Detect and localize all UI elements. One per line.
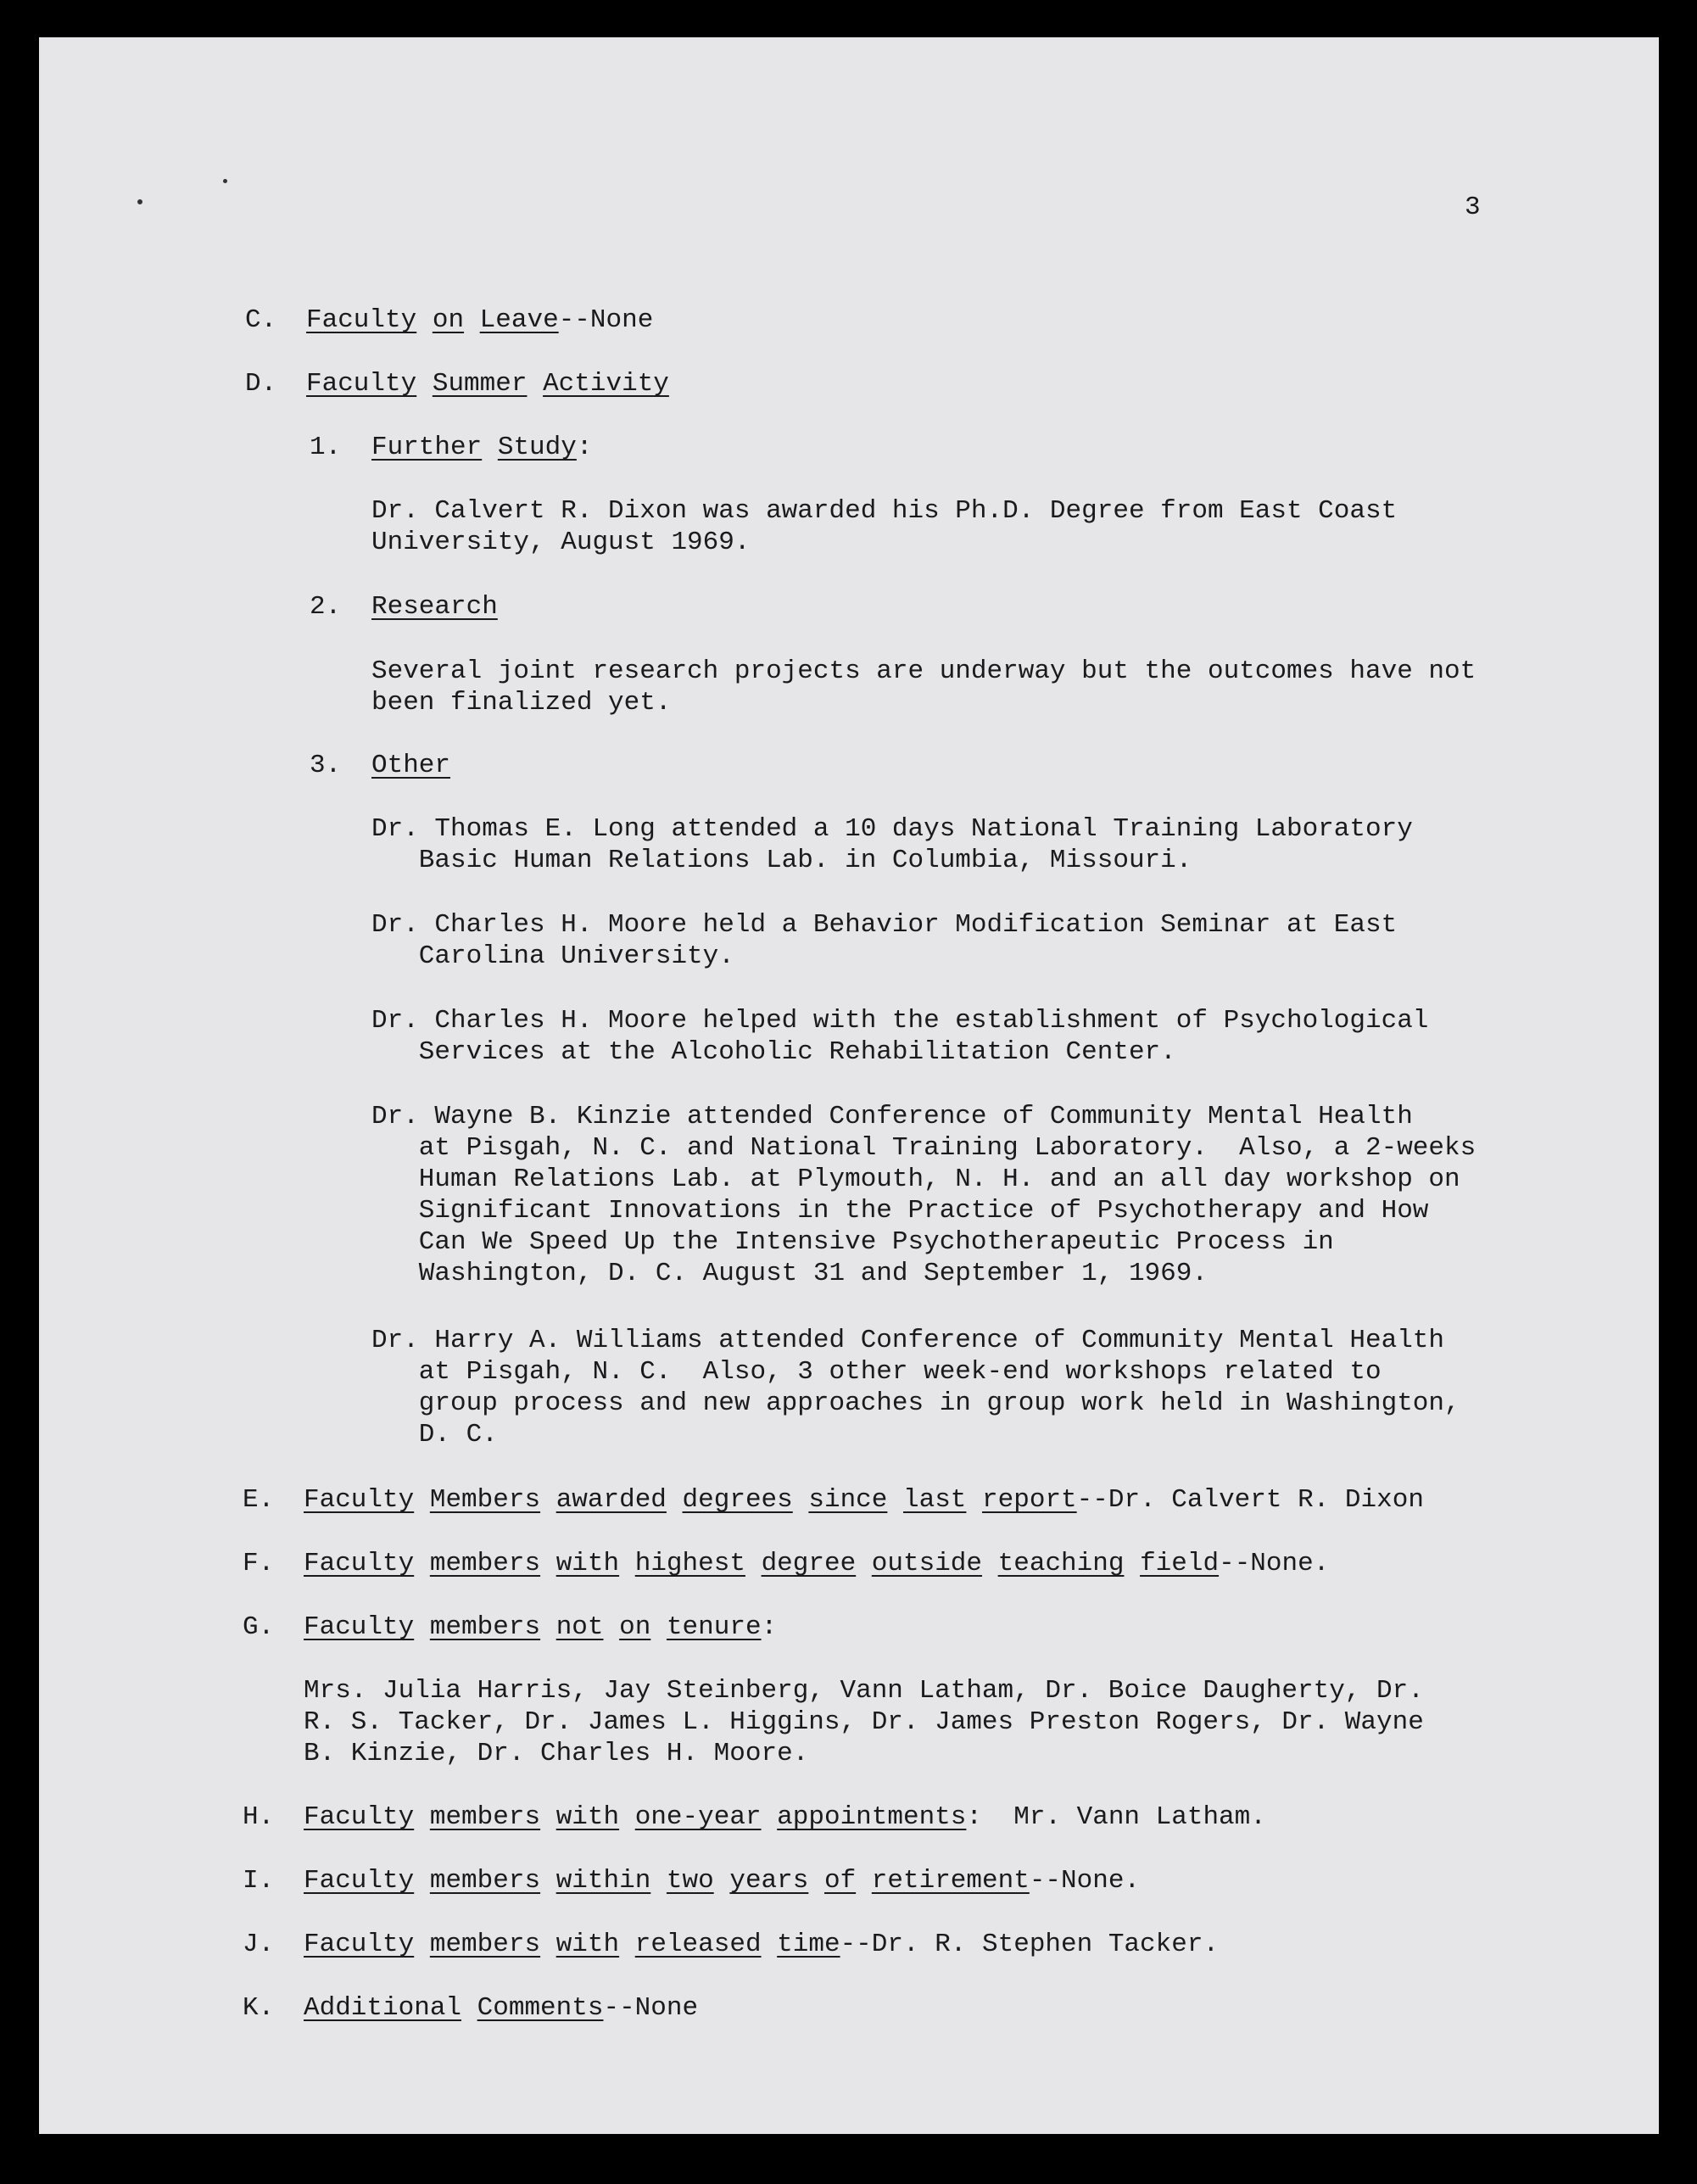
underlined-word: since xyxy=(808,1485,888,1515)
stray-mark xyxy=(223,179,227,183)
underlined-word: Other xyxy=(371,751,451,780)
heading-text xyxy=(982,1549,998,1578)
underlined-word: degree xyxy=(761,1549,857,1578)
subsection-heading xyxy=(371,591,498,623)
heading-text xyxy=(416,369,433,399)
underlined-word: highest xyxy=(634,1549,745,1578)
section-heading xyxy=(304,1611,777,1643)
heading-text xyxy=(762,1802,778,1832)
underlined-word: not xyxy=(555,1612,604,1642)
heading-text: : Mr. Vann Latham. xyxy=(966,1802,1266,1832)
paragraph: Dr. Thomas E. Long attended a 10 days National Training Laboratory Basic Human Relations Lab. in Columbia, Missouri. xyxy=(371,814,1413,875)
subsection-number: 3. xyxy=(310,751,342,780)
underlined-word: Further xyxy=(371,433,483,462)
underlined-word: tenure xyxy=(666,1612,762,1642)
underlined-word: Faculty xyxy=(304,1802,415,1832)
underlined-word: outside xyxy=(871,1549,983,1578)
heading-text xyxy=(540,1549,556,1578)
underlined-word: degrees xyxy=(682,1485,793,1515)
heading-text xyxy=(482,433,498,462)
section-heading xyxy=(306,368,669,399)
underlined-word: members xyxy=(429,1866,541,1896)
heading-text xyxy=(856,1549,872,1578)
heading-text: : xyxy=(576,433,593,462)
underlined-word: awarded xyxy=(555,1485,667,1515)
subsection-heading xyxy=(371,432,592,463)
heading-text xyxy=(540,1612,556,1642)
heading-text xyxy=(650,1866,667,1896)
heading-text xyxy=(793,1485,809,1515)
section-letter: I. xyxy=(243,1866,275,1896)
underlined-word: field xyxy=(1140,1549,1220,1578)
heading-text xyxy=(887,1485,903,1515)
underlined-word: Faculty xyxy=(306,305,417,335)
heading-text xyxy=(540,1866,556,1896)
underlined-word: members xyxy=(429,1802,541,1832)
heading-text xyxy=(604,1612,620,1642)
heading-text xyxy=(461,1993,477,2023)
heading-text xyxy=(414,1930,430,1959)
heading-text xyxy=(856,1866,872,1896)
underlined-word: Additional xyxy=(304,1993,462,2023)
subsection-number: 2. xyxy=(310,592,342,622)
underlined-word: members xyxy=(429,1549,541,1578)
underlined-word: two xyxy=(666,1866,714,1896)
underlined-word: with xyxy=(555,1802,620,1832)
section-letter: D. xyxy=(245,369,277,399)
heading-text: --Dr. Calvert R. Dixon xyxy=(1076,1485,1424,1515)
underlined-word: Faculty xyxy=(304,1866,415,1896)
heading-text xyxy=(619,1930,635,1959)
underlined-word: Research xyxy=(371,592,498,622)
paragraph: Dr. Harry A. Williams attended Conference of Community Mental Health at Pisgah, N. C. Also, 3 other week-end workshops related to group process and new approaches in group work held in Washington, D. C. xyxy=(371,1326,1460,1449)
heading-text: --None. xyxy=(1219,1549,1330,1578)
heading-text xyxy=(966,1485,982,1515)
subsection-number: 1. xyxy=(310,433,342,462)
section-letter: F. xyxy=(243,1549,275,1578)
heading-text xyxy=(619,1802,635,1832)
heading-text: --None xyxy=(558,305,654,335)
heading-text xyxy=(650,1612,667,1642)
underlined-word: years xyxy=(729,1866,809,1896)
underlined-word: last xyxy=(903,1485,967,1515)
underlined-word: with xyxy=(555,1930,620,1959)
page-number: 3 xyxy=(1465,193,1481,222)
heading-text xyxy=(619,1549,635,1578)
heading-text xyxy=(527,369,543,399)
heading-text xyxy=(540,1930,556,1959)
heading-text xyxy=(540,1485,556,1515)
heading-text: --Dr. R. Stephen Tacker. xyxy=(840,1930,1220,1959)
section-heading xyxy=(304,1801,1266,1833)
section-heading xyxy=(304,1929,1219,1960)
heading-text xyxy=(762,1930,778,1959)
paragraph: Mrs. Julia Harris, Jay Steinberg, Vann Latham, Dr. Boice Daugherty, Dr. R. S. Tacker, Dr. James L. Higgins, Dr. James Preston Rogers, Dr. Wayne B. Kinzie, Dr. Charles H. Moore. xyxy=(304,1676,1424,1768)
underlined-word: Comments xyxy=(477,1993,604,2023)
underlined-word: Faculty xyxy=(304,1549,415,1578)
underlined-word: appointments xyxy=(777,1802,967,1832)
underlined-word: on xyxy=(619,1612,651,1642)
underlined-word: Members xyxy=(429,1485,541,1515)
section-heading xyxy=(304,1865,1140,1896)
underlined-word: Faculty xyxy=(304,1485,415,1515)
underlined-word: Activity xyxy=(543,369,669,399)
heading-text xyxy=(414,1866,430,1896)
heading-text xyxy=(808,1866,824,1896)
heading-text xyxy=(414,1549,430,1578)
paragraph: Dr. Calvert R. Dixon was awarded his Ph.D. Degree from East Coast University, August 1969. xyxy=(371,496,1398,557)
paragraph: Dr. Charles H. Moore helped with the establishment of Psychological Services at the Alcoholic Rehabilitation Center. xyxy=(371,1006,1429,1067)
underlined-word: Summer xyxy=(432,369,528,399)
section-heading xyxy=(304,1548,1329,1579)
underlined-word: Study xyxy=(497,433,577,462)
heading-text xyxy=(1124,1549,1140,1578)
underlined-word: time xyxy=(777,1930,840,1959)
heading-text xyxy=(540,1802,556,1832)
underlined-word: Leave xyxy=(479,305,559,335)
section-letter: H. xyxy=(243,1802,275,1832)
heading-text xyxy=(745,1549,762,1578)
section-heading xyxy=(306,304,653,336)
heading-text xyxy=(714,1866,730,1896)
underlined-word: members xyxy=(429,1612,541,1642)
paragraph: Several joint research projects are underway but the outcomes have not been finalized yet. xyxy=(371,656,1477,718)
section-heading xyxy=(304,1484,1424,1516)
underlined-word: of xyxy=(823,1866,857,1896)
underlined-word: Faculty xyxy=(304,1612,415,1642)
subsection-heading xyxy=(371,750,450,781)
underlined-word: on xyxy=(432,305,465,335)
section-letter: K. xyxy=(243,1993,275,2023)
underlined-word: Faculty xyxy=(304,1930,415,1959)
heading-text xyxy=(416,305,433,335)
heading-text: : xyxy=(761,1612,778,1642)
section-letter: J. xyxy=(243,1930,275,1959)
heading-text xyxy=(464,305,480,335)
underlined-word: members xyxy=(429,1930,541,1959)
section-letter: E. xyxy=(243,1485,275,1515)
underlined-word: report xyxy=(982,1485,1077,1515)
underlined-word: one-year xyxy=(634,1802,762,1832)
heading-text xyxy=(414,1802,430,1832)
underlined-word: within xyxy=(555,1866,651,1896)
heading-text xyxy=(414,1485,430,1515)
underlined-word: Faculty xyxy=(306,369,417,399)
heading-text: --None xyxy=(603,1993,699,2023)
paragraph: Dr. Charles H. Moore held a Behavior Modification Seminar at East Carolina University. xyxy=(371,910,1398,971)
underlined-word: teaching xyxy=(997,1549,1125,1578)
underlined-word: released xyxy=(634,1930,762,1959)
underlined-word: with xyxy=(555,1549,620,1578)
heading-text xyxy=(667,1485,683,1515)
document-page xyxy=(39,37,1659,2134)
underlined-word: retirement xyxy=(871,1866,1030,1896)
section-letter: G. xyxy=(243,1612,275,1642)
paragraph: Dr. Wayne B. Kinzie attended Conference of Community Mental Health at Pisgah, N. C. and National Training Laboratory. Also, a 2-weeks Human Relations Lab. at Plymouth, N. H. and an all day workshop on Significant Innovations in the Practice of Psychotherapy and How Can We Speed Up the Intensive Psychotherapeutic Process in Washington, D. C. August 31 and September 1, 1969. xyxy=(371,1102,1477,1288)
heading-text xyxy=(414,1612,430,1642)
heading-text: --None. xyxy=(1029,1866,1141,1896)
section-heading xyxy=(304,1992,698,2024)
section-letter: C. xyxy=(245,305,277,335)
stray-mark xyxy=(137,199,142,204)
